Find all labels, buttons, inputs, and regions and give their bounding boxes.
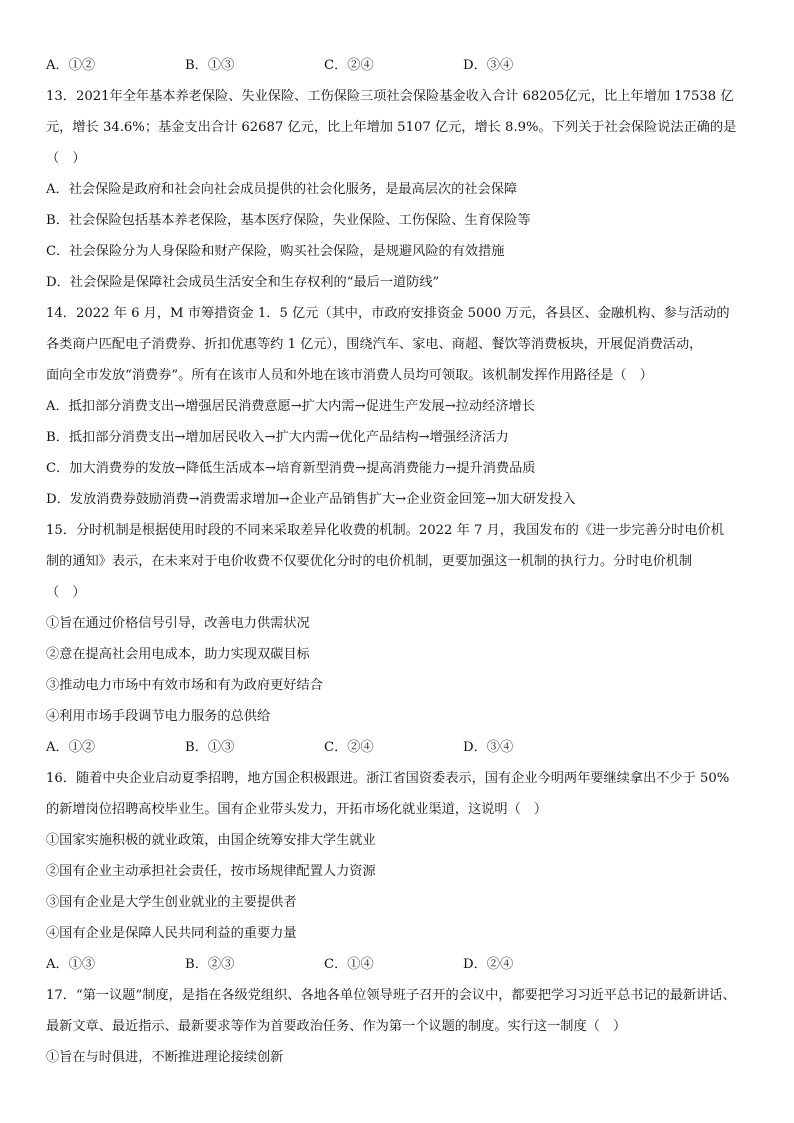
q17-stem-line: 17．“第一议题”制度，是指在各级党组织、各地各单位领导班子召开的会议中，都要把学习习近平总书记的最新讲话、 xyxy=(46,988,736,1003)
q15-statement-4: ④利用市场手段调节电力服务的总供给 xyxy=(46,709,271,724)
q15-option-c[interactable]: C．②④ xyxy=(324,740,374,755)
q17-stem-line: 最新文章、最近指示、最新要求等作为首要政治任务、作为第一个议题的制度。实行这一制度（ ） xyxy=(46,1019,627,1034)
q16-statement-1: ①国家实施积极的就业政策，由国企统筹安排大学生就业 xyxy=(46,833,376,848)
question-13 xyxy=(46,81,756,298)
q17-statement-1: ①旨在与时俱进，不断推进理论接续创新 xyxy=(46,1050,284,1065)
q14-choice-d[interactable]: D．发放消费券鼓励消费→消费需求增加→企业产品销售扩大→企业资金回笼→加大研发投入 xyxy=(46,492,576,507)
q15-options xyxy=(46,732,756,763)
q13-choice-d[interactable]: D．社会保险是保障社会成员生活安全和生存权利的“最后一道防线” xyxy=(46,275,440,290)
q13-stem-line: 元，增长 34.6%；基金支出合计 62687 亿元，比上年增加 5107 亿元，增长 8.9%。下列关于社会保险说法正确的是 xyxy=(46,120,737,135)
question-16 xyxy=(46,763,756,980)
question-14 xyxy=(46,298,756,515)
q15-statement-3: ③推动电力市场中有效市场和有为政府更好结合 xyxy=(46,678,323,693)
q16-options xyxy=(46,949,756,980)
q12-option-c[interactable]: C．②④ xyxy=(324,58,374,73)
q16-stem-line: 的新增岗位招聘高校毕业生。国有企业带头发力，开拓市场化就业渠道，这说明（ ） xyxy=(46,802,548,817)
q15-stem-line: 制的通知》表示，在未来对于电价收费不仅要优化分时的电价机制，更要加强这一机制的执行力。分时电价机制 xyxy=(46,554,693,569)
exam-page xyxy=(46,50,756,1073)
q14-stem-line: 面向全市发放“消费券”。所有在该市人员和外地在该市消费人员均可领取。该机制发挥作用路径是（ ） xyxy=(46,368,653,383)
q13-choice-b[interactable]: B．社会保险包括基本养老保险，基本医疗保险，失业保险、工伤保险、生育保险等 xyxy=(46,213,531,228)
q16-option-c[interactable]: C．①④ xyxy=(324,957,374,972)
q16-option-a[interactable]: A．①③ xyxy=(46,957,96,972)
q15-option-a[interactable]: A．①② xyxy=(46,740,96,755)
q14-choice-a[interactable]: A．抵扣部分消费支出→增强居民消费意愿→扩大内需→促进生产发展→拉动经济增长 xyxy=(46,399,535,414)
q16-option-b[interactable]: B．②③ xyxy=(185,957,235,972)
q14-choice-b[interactable]: B．抵扣部分消费支出→增加居民收入→扩大内需→优化产品结构→增强经济活力 xyxy=(46,430,509,445)
q14-stem-line: 各类商户匹配电子消费券、折扣优惠等约 1 亿元），围绕汽车、家电、商超、餐饮等消费板块，开展促消费活动， xyxy=(46,337,703,352)
q12-options xyxy=(46,50,756,81)
q16-option-d[interactable]: D．②④ xyxy=(463,957,514,972)
q16-stem-line: 16．随着中央企业启动夏季招聘，地方国企积极跟进。浙江省国资委表示，国有企业今明两年要继续拿出不少于 50% xyxy=(46,771,730,786)
question-17 xyxy=(46,980,756,1073)
q15-option-b[interactable]: B．①③ xyxy=(185,740,235,755)
q15-stem-line: 15．分时机制是根据使用时段的不同来采取差异化收费的机制。2022 年 7 月，我国发布的《进一步完善分时电价机 xyxy=(46,523,724,538)
q13-choice-a[interactable]: A．社会保险是政府和社会向社会成员提供的社会化服务，是最高层次的社会保障 xyxy=(46,182,518,197)
q15-statement-1: ①旨在通过价格信号引导，改善电力供需状况 xyxy=(46,616,310,631)
q12-option-d[interactable]: D．③④ xyxy=(463,58,514,73)
q12-option-b[interactable]: B．①③ xyxy=(185,58,235,73)
q14-choice-c[interactable]: C．加大消费券的发放→降低生活成本→培育新型消费→提高消费能力→提升消费品质 xyxy=(46,461,536,476)
q15-option-d[interactable]: D．③④ xyxy=(463,740,514,755)
q13-choice-c[interactable]: C．社会保险分为人身保险和财产保险，购买社会保险，是规避风险的有效措施 xyxy=(46,244,505,259)
q16-statement-3: ③国有企业是大学生创业就业的主要提供者 xyxy=(46,895,297,910)
q14-stem-line: 14．2022 年 6 月，M 市筹措资金 1．5 亿元（其中，市政府安排资金 5000 万元，各县区、金融机构、参与活动的 xyxy=(46,306,730,321)
q16-statement-4: ④国有企业是保障人民共同利益的重要力量 xyxy=(46,926,297,941)
q13-stem-line: 13．2021年全年基本养老保险、失业保险、工伤保险三项社会保险基金收入合计 68205亿元，比上年增加 17538 亿 xyxy=(46,89,734,104)
q13-stem-line: （ ） xyxy=(46,151,86,166)
q15-statement-2: ②意在提高社会用电成本，助力实现双碳目标 xyxy=(46,647,310,662)
q16-statement-2: ②国有企业主动承担社会责任，按市场规律配置人力资源 xyxy=(46,864,376,879)
q12-option-a[interactable]: A．①② xyxy=(46,58,96,73)
question-15 xyxy=(46,515,756,763)
q15-stem-line: （ ） xyxy=(46,585,86,600)
